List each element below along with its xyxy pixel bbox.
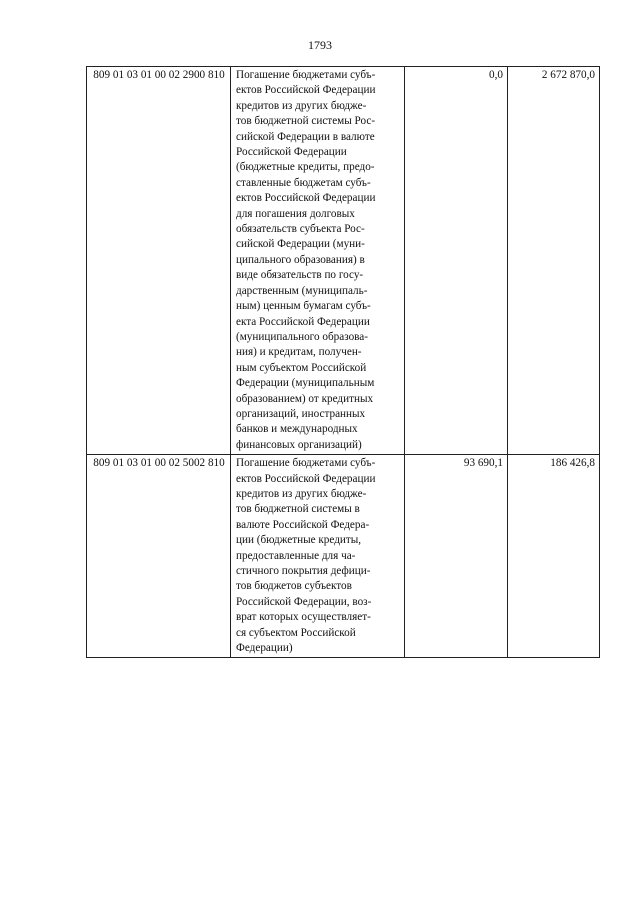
amount-cell-1: 0,0 [405,67,508,455]
description-cell: Погашение бюджетами субъ- ектов Российской Федерации кредитов из других бюдже- тов бюджетной системы в валюте Российской Федера- ции (бюджетные кредиты, предоставленные для ча- стичного покрытия дефици- тов бюджетов субъектов Российской Федерации, воз- врат которых осуществляет- ся субъектом Российской Федерации) [231,455,405,658]
budget-code-cell: 809 01 03 01 00 02 2900 810 [87,67,231,455]
amount-cell-2: 2 672 870,0 [508,67,600,455]
table-row [87,455,600,658]
budget-code-cell: 809 01 03 01 00 02 5002 810 [87,455,231,658]
amount-cell-1: 93 690,1 [405,455,508,658]
budget-table [86,66,600,658]
description-cell: Погашение бюджетами субъ- ектов Российской Федерации кредитов из других бюдже- тов бюджетной системы Рос- сийской Федерации в валюте Российской Федерации (бюджетные кредиты, предо- ставленные бюджетам субъ- ектов Российской Федерации для погашения долговых обязательств субъекта Рос- сийской Федерации (муни- ципального образования) в виде обязательств по госу- дарственным (муниципаль- ным) ценным бумагам субъ- екта Российской Федерации (муниципального образова- ния) и кредитам, получен- ным субъектом Российской Федерации (муниципальным образованием) от кредитных организаций, иностранных банков и международных финансовых организаций) [231,67,405,455]
page-number: 1793 [308,38,332,52]
table-row [87,67,600,455]
amount-cell-2: 186 426,8 [508,455,600,658]
